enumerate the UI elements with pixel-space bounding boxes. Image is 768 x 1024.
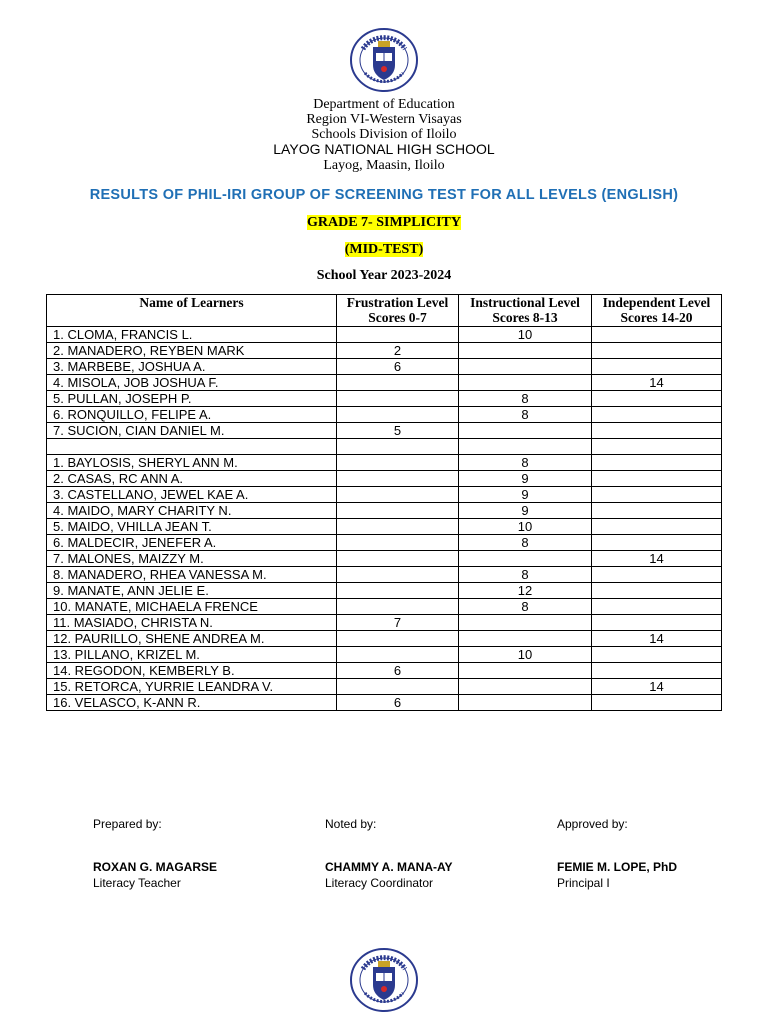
table-row <box>47 551 722 567</box>
instructional-score-cell <box>459 615 592 631</box>
deped-seal-bottom <box>349 947 419 1013</box>
independent-score-cell <box>592 535 722 551</box>
frustration-score-cell <box>337 679 459 695</box>
table-row <box>47 375 722 391</box>
instructional-score-cell: 8 <box>459 599 592 615</box>
independent-score-cell <box>592 695 722 711</box>
table-row <box>47 407 722 423</box>
learner-name-cell: 13. PILLANO, KRIZEL M. <box>47 647 337 663</box>
table-row <box>47 471 722 487</box>
independent-score-cell <box>592 647 722 663</box>
signature-approved <box>557 816 628 832</box>
approved-by-name: FEMIE M. LOPE, PhD <box>557 860 678 874</box>
instructional-score-cell: 9 <box>459 471 592 487</box>
independent-score-cell <box>592 615 722 631</box>
frustration-score-cell <box>337 391 459 407</box>
prepared-by-title: Literacy Teacher <box>93 876 181 890</box>
report-title: RESULTS OF PHIL-IRI GROUP OF SCREENING TEST FOR ALL LEVELS (ENGLISH) <box>89 187 679 203</box>
table-row <box>47 663 722 679</box>
instructional-score-cell <box>459 359 592 375</box>
table-row <box>47 647 722 663</box>
table-row <box>47 487 722 503</box>
learner-name-cell: 6. RONQUILLO, FELIPE A. <box>47 407 337 423</box>
independent-score-cell: 14 <box>592 375 722 391</box>
deped-seal-top-graphic <box>349 27 419 93</box>
instructional-score-cell: 8 <box>459 535 592 551</box>
instructional-score-cell <box>459 375 592 391</box>
learner-name-cell: 14. REGODON, KEMBERLY B. <box>47 663 337 679</box>
learner-name-cell: 15. RETORCA, YURRIE LEANDRA V. <box>47 679 337 695</box>
signature-prepared-block <box>93 859 217 891</box>
header-department: Department of Education <box>313 97 455 112</box>
independent-score-cell <box>592 663 722 679</box>
column-header-name: Name of Learners <box>47 295 337 327</box>
frustration-score-cell <box>337 375 459 391</box>
learner-name-cell: 8. MANADERO, RHEA VANESSA M. <box>47 567 337 583</box>
frustration-score-cell: 7 <box>337 615 459 631</box>
header-address: Layog, Maasin, Iloilo <box>323 158 445 173</box>
table-row <box>47 679 722 695</box>
signature-approved-block <box>557 859 677 891</box>
frustration-score-cell: 2 <box>337 343 459 359</box>
column-header-frustration: Frustration Level Scores 0-7 <box>337 295 459 327</box>
instructional-score-cell <box>459 631 592 647</box>
instructional-score-cell <box>459 679 592 695</box>
frustration-score-cell <box>337 551 459 567</box>
frustration-score-cell <box>337 631 459 647</box>
frustration-score-cell <box>337 599 459 615</box>
learner-name-cell: 1. CLOMA, FRANCIS L. <box>47 327 337 343</box>
frustration-score-cell <box>337 487 459 503</box>
instructional-score-cell <box>459 663 592 679</box>
table-header-row <box>47 295 722 327</box>
learner-name-cell: 2. CASAS, RC ANN A. <box>47 471 337 487</box>
frustration-score-cell <box>337 519 459 535</box>
noted-by-label: Noted by: <box>325 817 377 831</box>
independent-score-cell <box>592 519 722 535</box>
independent-score-cell <box>592 439 722 455</box>
independent-score-cell: 14 <box>592 631 722 647</box>
approved-by-title: Principal I <box>557 876 610 890</box>
approved-by-label: Approved by: <box>557 817 628 831</box>
grade-section-line <box>0 215 768 230</box>
table-row <box>47 343 722 359</box>
learner-name-cell: 10. MANATE, MICHAELA FRENCE <box>47 599 337 615</box>
instructional-score-cell <box>459 423 592 439</box>
learner-name-cell: 4. MISOLA, JOB JOSHUA F. <box>47 375 337 391</box>
scores-table <box>46 294 722 711</box>
table-row <box>47 695 722 711</box>
grade-section: GRADE 7- SIMPLICITY <box>306 215 461 230</box>
independent-score-cell <box>592 343 722 359</box>
learner-name-cell: 7. MALONES, MAIZZY M. <box>47 551 337 567</box>
frustration-score-cell <box>337 583 459 599</box>
frustration-score-cell <box>337 407 459 423</box>
independent-score-cell <box>592 407 722 423</box>
table-row <box>47 439 722 455</box>
instructional-score-cell <box>459 439 592 455</box>
learner-name-cell: 6. MALDECIR, JENEFER A. <box>47 535 337 551</box>
deped-seal-bottom-graphic <box>349 947 419 1013</box>
frustration-score-cell <box>337 535 459 551</box>
independent-score-cell: 14 <box>592 679 722 695</box>
learner-name-cell <box>47 439 337 455</box>
test-type: (MID-TEST) <box>344 242 424 257</box>
prepared-by-name: ROXAN G. MAGARSE <box>93 860 218 874</box>
instructional-score-cell: 8 <box>459 391 592 407</box>
table-row <box>47 455 722 471</box>
frustration-score-cell: 6 <box>337 695 459 711</box>
table-row <box>47 391 722 407</box>
table-row <box>47 423 722 439</box>
frustration-score-cell <box>337 327 459 343</box>
learner-name-cell: 12. PAURILLO, SHENE ANDREA M. <box>47 631 337 647</box>
table-row <box>47 599 722 615</box>
prepared-by-label: Prepared by: <box>93 817 162 831</box>
independent-score-cell <box>592 423 722 439</box>
signature-noted <box>325 816 376 832</box>
independent-score-cell <box>592 567 722 583</box>
table-row <box>47 519 722 535</box>
learner-name-cell: 11. MASIADO, CHRISTA N. <box>47 615 337 631</box>
independent-score-cell <box>592 487 722 503</box>
learner-name-cell: 4. MAIDO, MARY CHARITY N. <box>47 503 337 519</box>
table-row <box>47 503 722 519</box>
independent-score-cell: 14 <box>592 551 722 567</box>
table-row <box>47 631 722 647</box>
learner-name-cell: 3. CASTELLANO, JEWEL KAE A. <box>47 487 337 503</box>
instructional-score-cell: 10 <box>459 327 592 343</box>
header-division: Schools Division of Iloilo <box>311 127 457 142</box>
instructional-score-cell <box>459 695 592 711</box>
independent-score-cell <box>592 455 722 471</box>
learner-name-cell: 2. MANADERO, REYBEN MARK <box>47 343 337 359</box>
instructional-score-cell <box>459 551 592 567</box>
independent-score-cell <box>592 503 722 519</box>
table-row <box>47 359 722 375</box>
instructional-score-cell: 9 <box>459 503 592 519</box>
learner-name-cell: 5. PULLAN, JOSEPH P. <box>47 391 337 407</box>
deped-seal-top <box>349 27 419 93</box>
frustration-score-cell: 6 <box>337 663 459 679</box>
learner-name-cell: 5. MAIDO, VHILLA JEAN T. <box>47 519 337 535</box>
learner-name-cell: 16. VELASCO, K-ANN R. <box>47 695 337 711</box>
frustration-score-cell <box>337 455 459 471</box>
instructional-score-cell: 10 <box>459 519 592 535</box>
independent-score-cell <box>592 327 722 343</box>
noted-by-name: CHAMMY A. MANA-AY <box>325 860 453 874</box>
column-header-independent: Independent Level Scores 14-20 <box>592 295 722 327</box>
table-row <box>47 567 722 583</box>
table-row <box>47 615 722 631</box>
instructional-score-cell: 8 <box>459 455 592 471</box>
instructional-score-cell: 10 <box>459 647 592 663</box>
independent-score-cell <box>592 599 722 615</box>
learner-name-cell: 7. SUCION, CIAN DANIEL M. <box>47 423 337 439</box>
signature-noted-block <box>325 859 453 891</box>
independent-score-cell <box>592 583 722 599</box>
learner-name-cell: 1. BAYLOSIS, SHERYL ANN M. <box>47 455 337 471</box>
table-row <box>47 583 722 599</box>
frustration-score-cell: 6 <box>337 359 459 375</box>
learner-name-cell: 9. MANATE, ANN JELIE E. <box>47 583 337 599</box>
frustration-score-cell <box>337 647 459 663</box>
independent-score-cell <box>592 471 722 487</box>
independent-score-cell <box>592 359 722 375</box>
frustration-score-cell <box>337 439 459 455</box>
column-header-instructional: Instructional Level Scores 8-13 <box>459 295 592 327</box>
signature-prepared <box>93 816 162 832</box>
frustration-score-cell: 5 <box>337 423 459 439</box>
school-year: School Year 2023-2024 <box>316 268 452 283</box>
independent-score-cell <box>592 391 722 407</box>
noted-by-title: Literacy Coordinator <box>325 876 434 890</box>
table-body <box>47 327 722 711</box>
header-school-name: LAYOG NATIONAL HIGH SCHOOL <box>273 141 495 157</box>
frustration-score-cell <box>337 567 459 583</box>
table-row <box>47 535 722 551</box>
instructional-score-cell: 8 <box>459 567 592 583</box>
instructional-score-cell: 9 <box>459 487 592 503</box>
learner-name-cell: 3. MARBEBE, JOSHUA A. <box>47 359 337 375</box>
test-type-line <box>0 242 768 257</box>
frustration-score-cell <box>337 471 459 487</box>
table-row <box>47 327 722 343</box>
frustration-score-cell <box>337 503 459 519</box>
instructional-score-cell <box>459 343 592 359</box>
instructional-score-cell: 12 <box>459 583 592 599</box>
instructional-score-cell: 8 <box>459 407 592 423</box>
header-region: Region VI-Western Visayas <box>306 112 462 127</box>
